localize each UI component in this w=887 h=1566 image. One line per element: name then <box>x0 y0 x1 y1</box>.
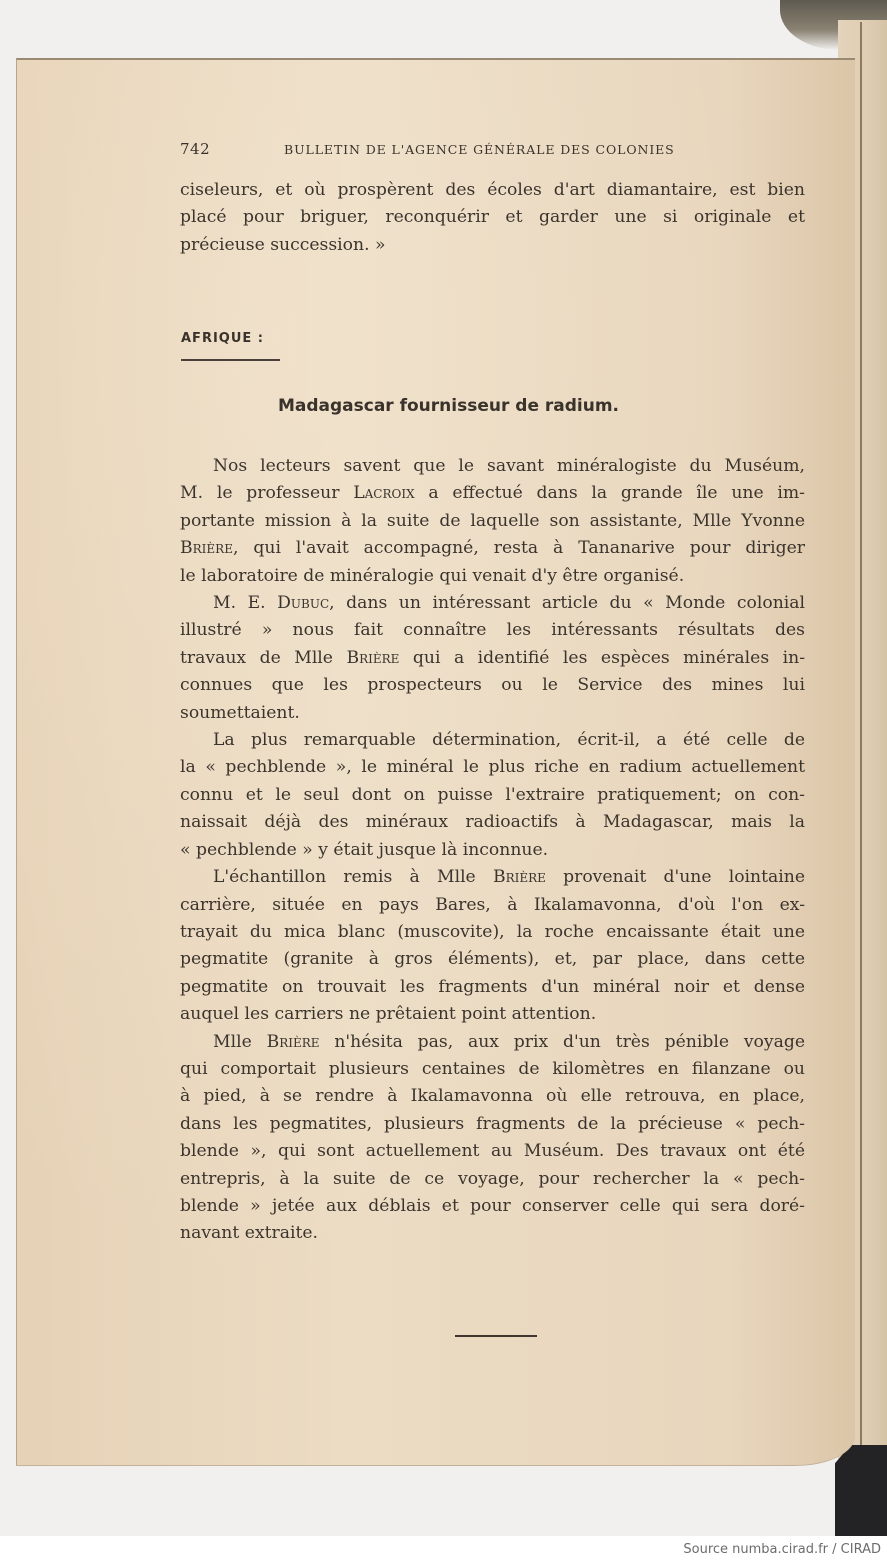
source-credit: Source numba.cirad.fr / CIRAD <box>683 1542 881 1557</box>
text-line <box>180 563 805 590</box>
text-segment: à pied, à se rendre à Ikalamavonna où elle retrouva, en place, <box>180 1086 805 1107</box>
page-number: 742 <box>180 140 211 158</box>
text-line <box>180 1001 805 1028</box>
text-segment: entrepris, à la suite de ce voyage, pour rechercher la « pech- <box>180 1168 805 1189</box>
article-paragraph <box>180 453 805 590</box>
text-line <box>180 480 805 507</box>
text-segment: , dans un intéressant article du « Monde colonial <box>329 593 806 614</box>
article-paragraph <box>180 1029 805 1248</box>
text-segment: provenait d'une lointaine <box>545 867 805 888</box>
text-line <box>180 864 805 891</box>
text-segment: n'hésita pas, aux prix d'un très pénible voyage <box>319 1031 806 1052</box>
text-line <box>180 617 805 644</box>
text-segment: connu et le seul dont on puisse l'extraire pratiquement; on con- <box>180 784 805 805</box>
section-underline <box>181 359 280 361</box>
text-segment: blende », qui sont actuellement au Muséum. Des travaux ont été <box>180 1141 805 1162</box>
text-segment: Nos lecteurs savent que le savant minéralogiste du Muséum, <box>213 456 805 476</box>
text-line <box>180 1138 805 1165</box>
article-paragraph <box>180 864 805 1028</box>
text-segment: auquel les carriers ne prêtaient point attention. <box>180 1004 597 1025</box>
text-segment: pegmatite on trouvait les fragments d'un minéral noir et dense <box>180 976 805 997</box>
article-paragraph <box>180 590 805 727</box>
text-line: précieuse succession. » <box>180 234 386 255</box>
text-line <box>180 1193 805 1220</box>
text-line <box>180 809 805 836</box>
text-segment: navant extraite. <box>180 1223 318 1244</box>
text-segment: L'échantillon remis à Mlle <box>213 867 493 888</box>
text-segment: connues que les prospecteurs ou le Service des mines lui <box>180 675 805 696</box>
text-segment: M. E. <box>213 593 278 614</box>
article-body <box>180 453 805 1248</box>
person-name: Brière <box>180 538 233 559</box>
text-segment: portante mission à la suite de laquelle son assistante, Mlle Yvonne <box>180 510 805 531</box>
text-segment: le laboratoire de minéralogie qui venait d'y être organisé. <box>180 565 685 586</box>
text-line <box>180 1220 805 1247</box>
text-line <box>180 1029 805 1056</box>
text-segment: travaux de Mlle <box>180 647 347 668</box>
text-segment: trayait du mica blanc (muscovite), la roche encaissante était une <box>180 921 805 942</box>
text-segment: illustré » nous fait connaître les intéressants résultats des <box>180 620 805 641</box>
text-line <box>180 453 805 480</box>
text-segment: pegmatite (granite à gros éléments), et, par place, dans cette <box>180 949 805 970</box>
text-segment: blende » jetée aux déblais et pour conserver celle qui sera doré- <box>180 1195 805 1216</box>
book-cover-corner <box>835 1445 887 1536</box>
text-line <box>180 974 805 1001</box>
text-line <box>180 754 805 781</box>
text-segment: naissait déjà des minéraux radioactifs à Madagascar, mais la <box>180 812 805 833</box>
text-segment: La plus remarquable détermination, écrit-il, a été celle de <box>213 730 805 751</box>
text-line: ciseleurs, et où prospèrent des écoles d'art diamantaire, est bien <box>180 180 805 200</box>
text-line <box>180 535 805 562</box>
text-line <box>180 946 805 973</box>
section-label: AFRIQUE : <box>181 331 265 346</box>
text-line <box>180 1111 805 1138</box>
article-title: Madagascar fournisseur de radium. <box>277 396 620 416</box>
text-line <box>180 892 805 919</box>
text-line <box>180 1056 805 1083</box>
text-line <box>180 1166 805 1193</box>
text-segment: qui comportait plusieurs centaines de kilomètres en filanzane ou <box>180 1058 805 1079</box>
text-segment: la « pechblende », le minéral le plus riche en radium actuellement <box>180 757 805 778</box>
text-line: placé pour briguer, reconquérir et garder une si originale et <box>180 207 805 228</box>
text-line <box>180 700 805 727</box>
text-line <box>180 645 805 672</box>
text-segment: Mlle <box>213 1031 267 1052</box>
text-line <box>180 1083 805 1110</box>
person-name: Dubuc <box>277 593 330 614</box>
article-paragraph <box>180 727 805 864</box>
text-line <box>180 672 805 699</box>
text-segment: , qui l'avait accompagné, resta à Tananarive pour diriger <box>232 538 805 559</box>
text-segment: a effectué dans la grande île une im- <box>414 483 805 504</box>
text-segment: soumettaient. <box>180 702 300 723</box>
text-line <box>180 837 805 864</box>
text-line <box>180 727 805 754</box>
text-segment: « pechblende » y était jusque là inconnue. <box>180 839 549 860</box>
person-name: Lacroix <box>353 483 415 504</box>
text-line <box>180 782 805 809</box>
text-segment: qui a identifié les espèces minérales in- <box>399 647 805 668</box>
text-line <box>180 590 805 617</box>
book-spine-line <box>860 22 862 1536</box>
text-segment: dans les pegmatites, plusieurs fragments de la précieuse « pech- <box>180 1113 805 1134</box>
text-line <box>180 919 805 946</box>
person-name: Brière <box>266 1031 320 1052</box>
person-name: Brière <box>346 647 400 668</box>
person-name: Brière <box>492 867 546 888</box>
running-title: BULLETIN DE L'AGENCE GÉNÉRALE DES COLONIES <box>284 142 675 157</box>
text-segment: carrière, située en pays Bares, à Ikalamavonna, d'où l'on ex- <box>180 894 805 915</box>
text-line <box>180 508 805 535</box>
text-segment: M. le professeur <box>180 483 354 504</box>
continuation-text <box>180 177 805 259</box>
end-of-article-rule <box>455 1335 537 1337</box>
running-header <box>180 140 700 160</box>
